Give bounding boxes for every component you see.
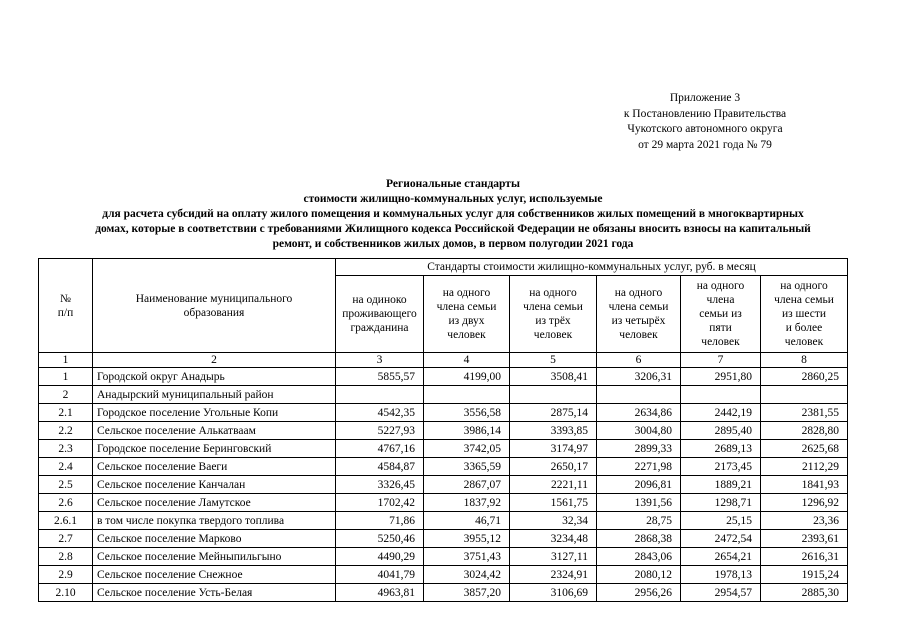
standard-value: 2867,07 bbox=[424, 476, 510, 494]
municipality-name: в том числе покупка твердого топлива bbox=[93, 512, 336, 530]
standard-value: 4767,16 bbox=[336, 440, 424, 458]
standard-value: 3556,58 bbox=[424, 404, 510, 422]
sub-header bbox=[336, 276, 424, 353]
standard-value: 5227,93 bbox=[336, 422, 424, 440]
title-line: ремонт, и собственников жилых домов, в первом полугодии 2021 года bbox=[272, 238, 634, 250]
standard-value: 4041,79 bbox=[336, 566, 424, 584]
column-number: 4 bbox=[424, 353, 510, 368]
table-row bbox=[39, 512, 848, 530]
standard-value: 3004,80 bbox=[597, 422, 681, 440]
standard-value: 2393,61 bbox=[761, 530, 848, 548]
column-number: 3 bbox=[336, 353, 424, 368]
table-row bbox=[39, 476, 848, 494]
standard-value: 1915,24 bbox=[761, 566, 848, 584]
row-number: 2.1 bbox=[39, 404, 93, 422]
standard-value: 2112,29 bbox=[761, 458, 848, 476]
standard-value: 3751,43 bbox=[424, 548, 510, 566]
municipality-name: Сельское поселение Ламутское bbox=[93, 494, 336, 512]
standard-value: 2654,21 bbox=[681, 548, 761, 566]
municipality-name: Анадырский муниципальный район bbox=[93, 386, 336, 404]
title-line: стоимости жилищно-коммунальных услуг, используемые bbox=[303, 193, 603, 205]
standard-value: 2381,55 bbox=[761, 404, 848, 422]
table-row bbox=[39, 422, 848, 440]
standard-value: 1978,13 bbox=[681, 566, 761, 584]
appendix-line: Чукотского автономного округа bbox=[627, 123, 783, 135]
standard-value: 71,86 bbox=[336, 512, 424, 530]
municipality-name: Городской округ Анадырь bbox=[93, 368, 336, 386]
standard-value: 2828,80 bbox=[761, 422, 848, 440]
standard-value: 3955,12 bbox=[424, 530, 510, 548]
standard-value: 3742,05 bbox=[424, 440, 510, 458]
table-row bbox=[39, 386, 848, 404]
table-row bbox=[39, 440, 848, 458]
municipality-name: Сельское поселение Усть-Белая bbox=[93, 584, 336, 602]
standard-value: 3857,20 bbox=[424, 584, 510, 602]
appendix-line: к Постановлению Правительства bbox=[623, 107, 787, 120]
row-number: 2.7 bbox=[39, 530, 93, 548]
header-text: на одного члена семьи из пяти человек bbox=[696, 280, 745, 348]
standard-value: 2650,17 bbox=[510, 458, 597, 476]
standard-value: 2324,91 bbox=[510, 566, 597, 584]
standard-value: 4490,29 bbox=[336, 548, 424, 566]
sub-header bbox=[681, 276, 761, 353]
standard-value: 3174,97 bbox=[510, 440, 597, 458]
title-line: для расчета субсидий на оплату жилого помещения и коммунальных услуг для собственников жилых помещений в многоквартирных bbox=[102, 208, 804, 220]
row-number: 2.3 bbox=[39, 440, 93, 458]
appendix-line: Приложение 3 bbox=[669, 92, 741, 104]
row-number: 2 bbox=[39, 386, 93, 404]
standard-value bbox=[336, 386, 424, 404]
header-text: № п/п bbox=[57, 292, 74, 319]
municipality-name: Городское поселение Беринговский bbox=[93, 440, 336, 458]
municipality-name: Сельское поселение Снежное bbox=[93, 566, 336, 584]
standard-value: 2956,26 bbox=[597, 584, 681, 602]
table-row bbox=[39, 548, 848, 566]
table-row bbox=[39, 494, 848, 512]
standard-value: 1296,92 bbox=[761, 494, 848, 512]
standard-value: 25,15 bbox=[681, 512, 761, 530]
header-text: Наименование муниципального образования bbox=[135, 292, 293, 319]
standard-value: 28,75 bbox=[597, 512, 681, 530]
column-number: 7 bbox=[681, 353, 761, 368]
header-text: на одиноко проживающего гражданина bbox=[342, 294, 417, 334]
municipality-name: Городское поселение Угольные Копи bbox=[93, 404, 336, 422]
header-text: на одного члена семьи из двух человек bbox=[436, 287, 497, 341]
standard-value: 4584,87 bbox=[336, 458, 424, 476]
standard-value: 2951,80 bbox=[681, 368, 761, 386]
standard-value: 2895,40 bbox=[681, 422, 761, 440]
table-row bbox=[39, 404, 848, 422]
document-title bbox=[38, 177, 868, 252]
column-number: 5 bbox=[510, 353, 597, 368]
municipality-name: Сельское поселение Марково bbox=[93, 530, 336, 548]
standard-value: 2860,25 bbox=[761, 368, 848, 386]
standard-value: 3393,85 bbox=[510, 422, 597, 440]
municipality-name: Сельское поселение Мейныпильгыно bbox=[93, 548, 336, 566]
standard-value: 1837,92 bbox=[424, 494, 510, 512]
standard-value: 3127,11 bbox=[510, 548, 597, 566]
row-number: 1 bbox=[39, 368, 93, 386]
table-row bbox=[39, 368, 848, 386]
standard-value: 5855,57 bbox=[336, 368, 424, 386]
header-text: на одного члена семьи из четырёх человек bbox=[608, 287, 669, 341]
standard-value: 2954,57 bbox=[681, 584, 761, 602]
standard-value: 3986,14 bbox=[424, 422, 510, 440]
standard-value: 2885,30 bbox=[761, 584, 848, 602]
title-line: Региональные стандарты bbox=[386, 178, 520, 190]
standard-value: 46,71 bbox=[424, 512, 510, 530]
standard-value: 2442,19 bbox=[681, 404, 761, 422]
standard-value bbox=[761, 386, 848, 404]
standard-value: 2173,45 bbox=[681, 458, 761, 476]
table-row bbox=[39, 584, 848, 602]
standard-value: 2689,13 bbox=[681, 440, 761, 458]
municipality-name: Сельское поселение Алькатваам bbox=[93, 422, 336, 440]
table-row bbox=[39, 566, 848, 584]
standard-value: 5250,46 bbox=[336, 530, 424, 548]
sub-header bbox=[424, 276, 510, 353]
standard-value: 1841,93 bbox=[761, 476, 848, 494]
row-number: 2.6.1 bbox=[39, 512, 93, 530]
row-number: 2.9 bbox=[39, 566, 93, 584]
standard-value: 3365,59 bbox=[424, 458, 510, 476]
appendix-line: от 29 марта 2021 года № 79 bbox=[638, 138, 772, 151]
sub-header bbox=[597, 276, 681, 353]
standard-value: 2080,12 bbox=[597, 566, 681, 584]
appendix-block bbox=[580, 91, 830, 153]
standard-value: 2096,81 bbox=[597, 476, 681, 494]
standard-value bbox=[597, 386, 681, 404]
standard-value: 1298,71 bbox=[681, 494, 761, 512]
standard-value: 3326,45 bbox=[336, 476, 424, 494]
standard-value: 1889,21 bbox=[681, 476, 761, 494]
standard-value: 3234,48 bbox=[510, 530, 597, 548]
row-number: 2.10 bbox=[39, 584, 93, 602]
standard-value: 2472,54 bbox=[681, 530, 761, 548]
standard-value: 23,36 bbox=[761, 512, 848, 530]
title-line: домах, которые в соответствии с требованиями Жилищного кодекса Российской Федерации не обязаны вносить взносы на капитальный bbox=[95, 223, 811, 235]
municipality-name: Сельское поселение Канчалан bbox=[93, 476, 336, 494]
standard-value: 3206,31 bbox=[597, 368, 681, 386]
standard-value: 2271,98 bbox=[597, 458, 681, 476]
standard-value: 3106,69 bbox=[510, 584, 597, 602]
standard-value: 3024,42 bbox=[424, 566, 510, 584]
column-number: 2 bbox=[93, 353, 336, 368]
standard-value: 2899,33 bbox=[597, 440, 681, 458]
standard-value: 1702,42 bbox=[336, 494, 424, 512]
standard-value bbox=[424, 386, 510, 404]
column-number-row bbox=[39, 353, 848, 368]
standard-value: 3508,41 bbox=[510, 368, 597, 386]
row-number: 2.5 bbox=[39, 476, 93, 494]
sub-header bbox=[510, 276, 597, 353]
standard-value: 2843,06 bbox=[597, 548, 681, 566]
standard-value: 4963,81 bbox=[336, 584, 424, 602]
row-number: 2.8 bbox=[39, 548, 93, 566]
standard-value: 2875,14 bbox=[510, 404, 597, 422]
municipality-name: Сельское поселение Ваеги bbox=[93, 458, 336, 476]
column-number: 6 bbox=[597, 353, 681, 368]
header-text: на одного члена семьи из трёх человек bbox=[523, 287, 583, 341]
table-row bbox=[39, 530, 848, 548]
row-number: 2.2 bbox=[39, 422, 93, 440]
standard-value bbox=[681, 386, 761, 404]
standard-value: 4199,00 bbox=[424, 368, 510, 386]
row-number: 2.6 bbox=[39, 494, 93, 512]
standard-value: 1391,56 bbox=[597, 494, 681, 512]
standard-value: 2625,68 bbox=[761, 440, 848, 458]
column-header-number bbox=[39, 259, 93, 353]
standard-value: 2634,86 bbox=[597, 404, 681, 422]
sub-header bbox=[761, 276, 848, 353]
standard-value: 2868,38 bbox=[597, 530, 681, 548]
table-body bbox=[39, 368, 848, 602]
table-row bbox=[39, 458, 848, 476]
standards-table bbox=[38, 258, 848, 602]
standard-value: 2221,11 bbox=[510, 476, 597, 494]
standard-value: 2616,31 bbox=[761, 548, 848, 566]
column-header-name bbox=[93, 259, 336, 353]
standard-value: 1561,75 bbox=[510, 494, 597, 512]
standard-value: 32,34 bbox=[510, 512, 597, 530]
header-text: на одного члена семьи из шести и более человек bbox=[774, 280, 834, 348]
standard-value: 4542,35 bbox=[336, 404, 424, 422]
row-number: 2.4 bbox=[39, 458, 93, 476]
column-number: 1 bbox=[39, 353, 93, 368]
column-number: 8 bbox=[761, 353, 848, 368]
group-header: Стандарты стоимости жилищно-коммунальных услуг, руб. в месяц bbox=[336, 259, 848, 276]
standard-value bbox=[510, 386, 597, 404]
